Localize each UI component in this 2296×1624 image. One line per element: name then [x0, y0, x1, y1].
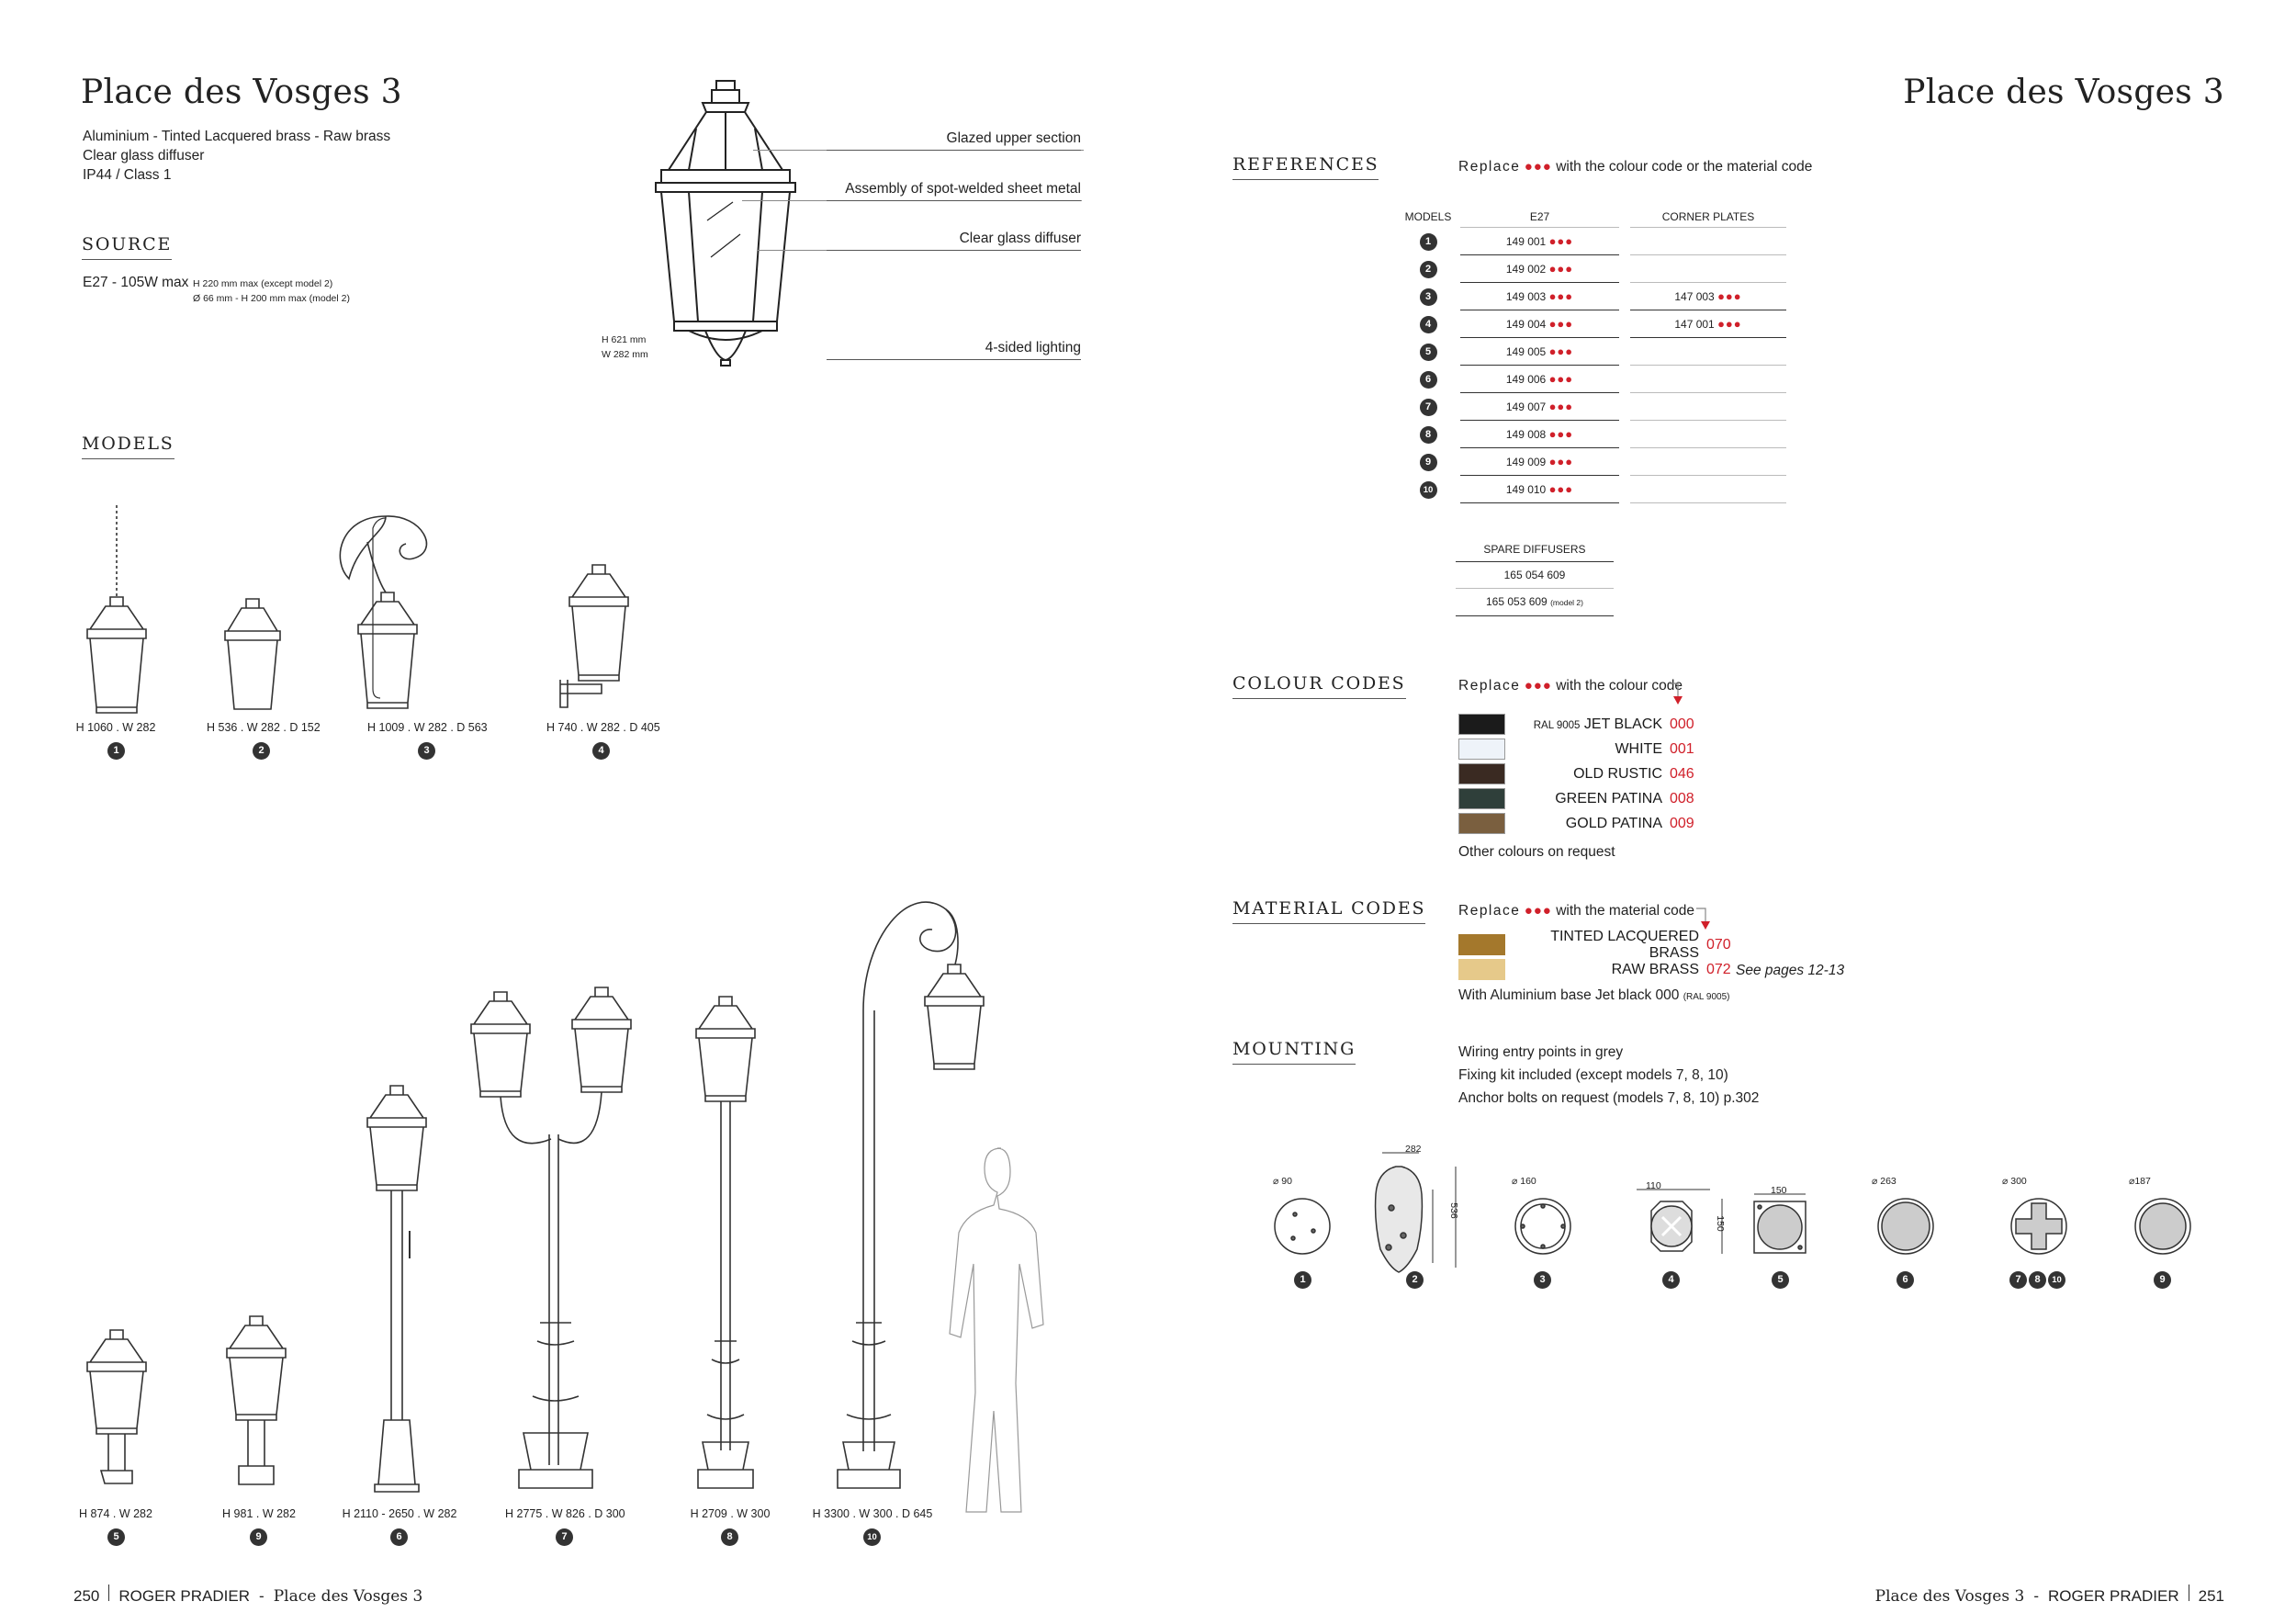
colour-label — [1505, 716, 1670, 733]
reference-corner-cell — [1630, 283, 1786, 310]
reference-corner-cell — [1630, 448, 1786, 476]
colour-label — [1505, 741, 1670, 758]
plate-4-dim: 110 — [1646, 1180, 1661, 1191]
plate-2-dim2: 536 — [1447, 1202, 1459, 1219]
callout-lighting: 4-sided lighting — [827, 340, 1081, 360]
reference-corner-cell — [1630, 421, 1786, 448]
spec-list — [83, 127, 390, 185]
plate-9-drawing — [2135, 1199, 2190, 1254]
reference-model-badge: 2 — [1420, 261, 1437, 278]
plate-5-drawing — [1754, 1201, 1806, 1253]
reference-model-badge: 9 — [1420, 454, 1437, 471]
material-item — [1458, 928, 1734, 961]
spec-ip: IP44 / Class 1 — [83, 167, 172, 183]
colour-name: JET BLACK — [1583, 716, 1662, 732]
reference-e27-cell — [1460, 366, 1619, 393]
reference-e27-cell — [1460, 476, 1619, 503]
spare-code-2: 165 053 609 — [1486, 595, 1548, 608]
right-footer-brand: ROGER PRADIER — [2047, 1587, 2179, 1605]
reference-e27-code: 149 001 — [1505, 235, 1547, 248]
colour-replace-word: Replace — [1458, 678, 1521, 694]
mounting-heading: MOUNTING — [1232, 1039, 1356, 1065]
reference-e27-code: 149 009 — [1505, 456, 1547, 468]
spare-row-1 — [1456, 562, 1614, 589]
references-header-row — [1401, 207, 1786, 228]
reference-e27-cell — [1460, 228, 1619, 255]
reference-e27-cell — [1460, 283, 1619, 310]
colour-swatch — [1458, 714, 1505, 735]
model-6-drawing — [367, 1086, 426, 1492]
model-10-badge: 10 — [863, 1528, 881, 1546]
colour-code: 046 — [1670, 765, 1694, 782]
references-replace-note — [1458, 157, 1812, 176]
colour-code: 009 — [1670, 815, 1694, 831]
left-footer-product: Place des Vosges 3 — [273, 1587, 423, 1606]
model-4-drawing — [560, 565, 628, 707]
plate-6-badge: 6 — [1896, 1271, 1914, 1289]
model-1-drawing — [87, 505, 146, 713]
reference-e27-dots: ●●● — [1548, 455, 1574, 468]
reference-corner-code: 147 003 — [1674, 290, 1715, 303]
reference-corner-cell — [1630, 338, 1786, 366]
colour-item — [1458, 737, 1697, 761]
see-pages-note: See pages 12-13 — [1736, 963, 1845, 978]
spare-heading: SPARE DIFFUSERS — [1456, 537, 1614, 562]
model-3-badge: 3 — [418, 742, 435, 760]
plate-7-badge-a: 7 — [2009, 1271, 2027, 1289]
plate-2-dim: 282 — [1405, 1144, 1422, 1155]
human-scale-figure — [950, 1148, 1043, 1512]
colour-name: WHITE — [1615, 740, 1662, 757]
colour-swatch — [1458, 739, 1505, 760]
model-2-dims: H 536 . W 282 . D 152 — [207, 721, 321, 734]
reference-row — [1401, 255, 1786, 283]
right-footer-sep: - — [2033, 1587, 2039, 1605]
plate-1-badge: 1 — [1294, 1271, 1311, 1289]
plate-2-badge: 2 — [1406, 1271, 1424, 1289]
plate-7-badge-c: 10 — [2048, 1271, 2065, 1289]
colour-arrow-icon — [1667, 680, 1685, 707]
reference-row — [1401, 448, 1786, 476]
colour-label — [1505, 816, 1670, 832]
col-corner-plates: CORNER PLATES — [1630, 207, 1786, 228]
material-code: 072 — [1706, 961, 1731, 977]
plate-3-badge: 3 — [1534, 1271, 1551, 1289]
lantern-dim-w: W 282 mm — [602, 349, 648, 360]
reference-e27-dots: ●●● — [1548, 262, 1574, 276]
material-codes-heading: MATERIAL CODES — [1232, 898, 1425, 924]
colour-label — [1505, 791, 1670, 807]
source-heading: SOURCE — [82, 234, 172, 260]
reference-e27-cell — [1460, 310, 1619, 338]
colour-code: 000 — [1670, 716, 1694, 732]
reference-e27-cell — [1460, 448, 1619, 476]
left-footer-brand: ROGER PRADIER — [118, 1587, 251, 1605]
lantern-detail-drawing — [634, 73, 817, 367]
reference-model-badge: 10 — [1420, 481, 1437, 499]
right-page-number: 251 — [2198, 1587, 2224, 1605]
colour-swatch — [1458, 788, 1505, 809]
models-bottom-drawings — [73, 882, 1084, 1516]
reference-e27-cell — [1460, 421, 1619, 448]
reference-corner-cell — [1630, 476, 1786, 503]
col-models: MODELS — [1404, 210, 1452, 223]
model-3-dims: H 1009 . W 282 . D 563 — [367, 721, 488, 734]
reference-model-badge: 8 — [1420, 426, 1437, 444]
colour-item — [1458, 761, 1697, 786]
model-5-dims: H 874 . W 282 — [79, 1507, 152, 1520]
model-9-badge: 9 — [250, 1528, 267, 1546]
mounting-note-2: Fixing kit included (except models 7, 8, 10) — [1458, 1067, 1728, 1083]
reference-e27-code: 149 007 — [1505, 400, 1547, 413]
colour-name: GREEN PATINA — [1555, 790, 1662, 806]
reference-e27-code: 149 005 — [1505, 345, 1547, 358]
base-note — [1458, 986, 1729, 1007]
callout-assembly: Assembly of spot-welded sheet metal — [827, 181, 1081, 201]
reference-model-badge: 5 — [1420, 344, 1437, 361]
left-footer-divider — [108, 1585, 109, 1601]
model-8-badge: 8 — [721, 1528, 738, 1546]
reference-e27-code: 149 006 — [1505, 373, 1547, 386]
model-3-drawing — [340, 516, 426, 708]
reference-row — [1401, 421, 1786, 448]
reference-e27-code: 149 008 — [1505, 428, 1547, 441]
reference-e27-cell — [1460, 255, 1619, 283]
model-6-dims: H 2110 - 2650 . W 282 — [342, 1507, 457, 1520]
col-e27: E27 — [1460, 207, 1619, 228]
reference-corner-code: 147 001 — [1674, 318, 1715, 331]
reference-row — [1401, 393, 1786, 421]
models-heading: MODELS — [82, 434, 174, 459]
reference-e27-dots: ●●● — [1548, 317, 1574, 331]
reference-corner-cell — [1630, 393, 1786, 421]
material-replace-word: Replace — [1458, 903, 1521, 919]
material-swatch — [1458, 959, 1505, 980]
colour-note: Other colours on request — [1458, 844, 1615, 860]
reference-corner-cell — [1630, 255, 1786, 283]
reference-model-badge: 6 — [1420, 371, 1437, 389]
colour-codes-heading: COLOUR CODES — [1232, 673, 1406, 699]
material-replace-text: with the material code — [1556, 903, 1694, 919]
left-page-title: Place des Vosges 3 — [81, 73, 402, 111]
mounting-note-1: Wiring entry points in grey — [1458, 1044, 1624, 1060]
references-table — [1401, 207, 1786, 503]
model-4-dims: H 740 . W 282 . D 405 — [546, 721, 660, 734]
model-10-drawing — [838, 902, 984, 1488]
base-note-small: (RAL 9005) — [1683, 992, 1730, 1002]
right-footer-product: Place des Vosges 3 — [1874, 1587, 2025, 1606]
lantern-dim-h: H 621 mm — [602, 334, 647, 345]
model-8-drawing — [696, 997, 755, 1488]
reference-e27-code: 149 002 — [1505, 263, 1547, 276]
model-5-drawing — [87, 1330, 146, 1483]
reference-e27-dots: ●●● — [1548, 372, 1574, 386]
colour-item — [1458, 786, 1697, 811]
left-footer — [73, 1585, 422, 1606]
reference-model-badge: 4 — [1420, 316, 1437, 333]
references-replace-text: with the colour code or the material code — [1556, 159, 1813, 175]
spare-code-1: 165 054 609 — [1503, 569, 1566, 581]
material-name: RAW BRASS — [1611, 961, 1699, 977]
reference-e27-code: 149 010 — [1505, 483, 1547, 496]
reference-model-badge: 7 — [1420, 399, 1437, 416]
mounting-notes — [1458, 1041, 1759, 1110]
plate-4-dim2: 150 — [1714, 1215, 1726, 1232]
source-dim-2: Ø 66 mm - H 200 mm max (model 2) — [193, 293, 350, 304]
mounting-plates-drawings — [1258, 1139, 2195, 1277]
reference-model-badge: 3 — [1420, 288, 1437, 306]
reference-corner-dots: ●●● — [1717, 317, 1742, 331]
source-dims — [193, 276, 350, 306]
plate-5-dim: 150 — [1771, 1185, 1787, 1196]
spare-row-2 — [1456, 589, 1614, 616]
model-10-dims: H 3300 . W 300 . D 645 — [812, 1507, 933, 1520]
plate-3-drawing — [1515, 1199, 1570, 1254]
colour-name: OLD RUSTIC — [1573, 765, 1662, 782]
material-item — [1458, 957, 1734, 982]
plate-6-dim: ⌀ 263 — [1872, 1176, 1896, 1187]
colour-name: GOLD PATINA — [1565, 815, 1662, 831]
plate-6-drawing — [1878, 1199, 1933, 1254]
reference-row — [1401, 338, 1786, 366]
plate-1-dim: ⌀ 90 — [1273, 1176, 1292, 1187]
reference-row — [1401, 228, 1786, 255]
plate-9-dim: ⌀187 — [2129, 1176, 2151, 1187]
model-8-dims: H 2709 . W 300 — [690, 1507, 771, 1520]
reference-corner-cell — [1630, 366, 1786, 393]
references-dots: ●●● — [1524, 159, 1552, 175]
references-rows — [1401, 228, 1786, 503]
mounting-note-3: Anchor bolts on request (models 7, 8, 10) p.302 — [1458, 1090, 1760, 1106]
colour-list — [1458, 712, 1697, 836]
reference-row — [1401, 310, 1786, 338]
reference-model-badge: 1 — [1420, 233, 1437, 251]
reference-corner-cell — [1630, 310, 1786, 338]
reference-row — [1401, 366, 1786, 393]
model-7-drawing — [471, 987, 631, 1488]
reference-corner-cell — [1630, 228, 1786, 255]
model-1-badge: 1 — [107, 742, 125, 760]
colour-item — [1458, 712, 1697, 737]
right-page-title: Place des Vosges 3 — [1903, 73, 2224, 111]
reference-corner-dots: ●●● — [1717, 289, 1742, 303]
colour-label — [1505, 766, 1670, 783]
model-9-drawing — [227, 1316, 286, 1484]
callout-glazed: Glazed upper section — [827, 130, 1081, 151]
plate-4-badge: 4 — [1662, 1271, 1680, 1289]
colour-item — [1458, 811, 1697, 836]
plate-7-badges — [2009, 1271, 2065, 1289]
plate-5-badge: 5 — [1772, 1271, 1789, 1289]
model-4-badge: 4 — [592, 742, 610, 760]
right-footer — [1875, 1585, 2224, 1606]
model-7-dims: H 2775 . W 826 . D 300 — [505, 1507, 625, 1520]
colour-dots: ●●● — [1524, 678, 1552, 694]
colour-swatch — [1458, 813, 1505, 834]
plate-3-dim: ⌀ 160 — [1512, 1176, 1536, 1187]
reference-e27-code: 149 004 — [1505, 318, 1547, 331]
colour-prefix: RAL 9005 — [1533, 719, 1581, 731]
plate-7-drawing — [2011, 1199, 2066, 1254]
reference-e27-code: 149 003 — [1505, 290, 1547, 303]
plate-7-dim: ⌀ 300 — [2002, 1176, 2027, 1187]
base-note-text: With Aluminium base Jet black 000 — [1458, 987, 1680, 1003]
models-top-drawings — [73, 505, 661, 716]
plate-4-drawing — [1651, 1201, 1692, 1251]
colour-swatch — [1458, 763, 1505, 784]
model-6-badge: 6 — [390, 1528, 408, 1546]
colour-replace-note — [1458, 676, 1683, 695]
plate-2-drawing — [1376, 1167, 1456, 1272]
model-7-badge: 7 — [556, 1528, 573, 1546]
material-swatch — [1458, 934, 1505, 955]
colour-code: 001 — [1670, 740, 1694, 757]
reference-e27-dots: ●●● — [1548, 400, 1574, 413]
colour-replace-text: with the colour code — [1556, 678, 1683, 694]
callout-diffuser: Clear glass diffuser — [827, 231, 1081, 251]
reference-row — [1401, 476, 1786, 503]
source-dim-1: H 220 mm max (except model 2) — [193, 278, 333, 289]
spec-material: Aluminium - Tinted Lacquered brass - Raw brass — [83, 129, 391, 144]
material-list — [1458, 928, 1734, 982]
colour-code: 008 — [1670, 790, 1694, 806]
material-name: TINTED LACQUERED BRASS — [1550, 928, 1699, 961]
spare-note-2: (model 2) — [1550, 598, 1583, 607]
lantern-dimensions — [602, 333, 648, 362]
plate-7-badge-b: 8 — [2029, 1271, 2046, 1289]
references-replace-word: Replace — [1458, 159, 1521, 175]
spec-diffuser: Clear glass diffuser — [83, 148, 205, 164]
model-9-dims: H 981 . W 282 — [222, 1507, 296, 1520]
plate-9-badge: 9 — [2154, 1271, 2171, 1289]
reference-e27-dots: ●●● — [1548, 482, 1574, 496]
plate-1-drawing — [1275, 1199, 1330, 1254]
reference-e27-dots: ●●● — [1548, 344, 1574, 358]
model-5-badge: 5 — [107, 1528, 125, 1546]
source-lamp: E27 - 105W max — [83, 275, 189, 290]
references-heading: REFERENCES — [1232, 154, 1379, 180]
left-footer-sep: - — [259, 1587, 264, 1605]
spare-diffusers-table — [1456, 537, 1614, 616]
model-1-dims: H 1060 . W 282 — [75, 721, 156, 734]
material-code: 070 — [1706, 936, 1731, 953]
model-2-drawing — [225, 599, 280, 709]
left-page-number: 250 — [73, 1587, 100, 1605]
material-dots: ●●● — [1524, 903, 1552, 919]
reference-row — [1401, 283, 1786, 310]
model-2-badge: 2 — [253, 742, 270, 760]
reference-e27-dots: ●●● — [1548, 289, 1574, 303]
reference-e27-dots: ●●● — [1548, 427, 1574, 441]
reference-e27-cell — [1460, 393, 1619, 421]
reference-e27-cell — [1460, 338, 1619, 366]
material-replace-note — [1458, 901, 1694, 920]
reference-e27-dots: ●●● — [1548, 234, 1574, 248]
